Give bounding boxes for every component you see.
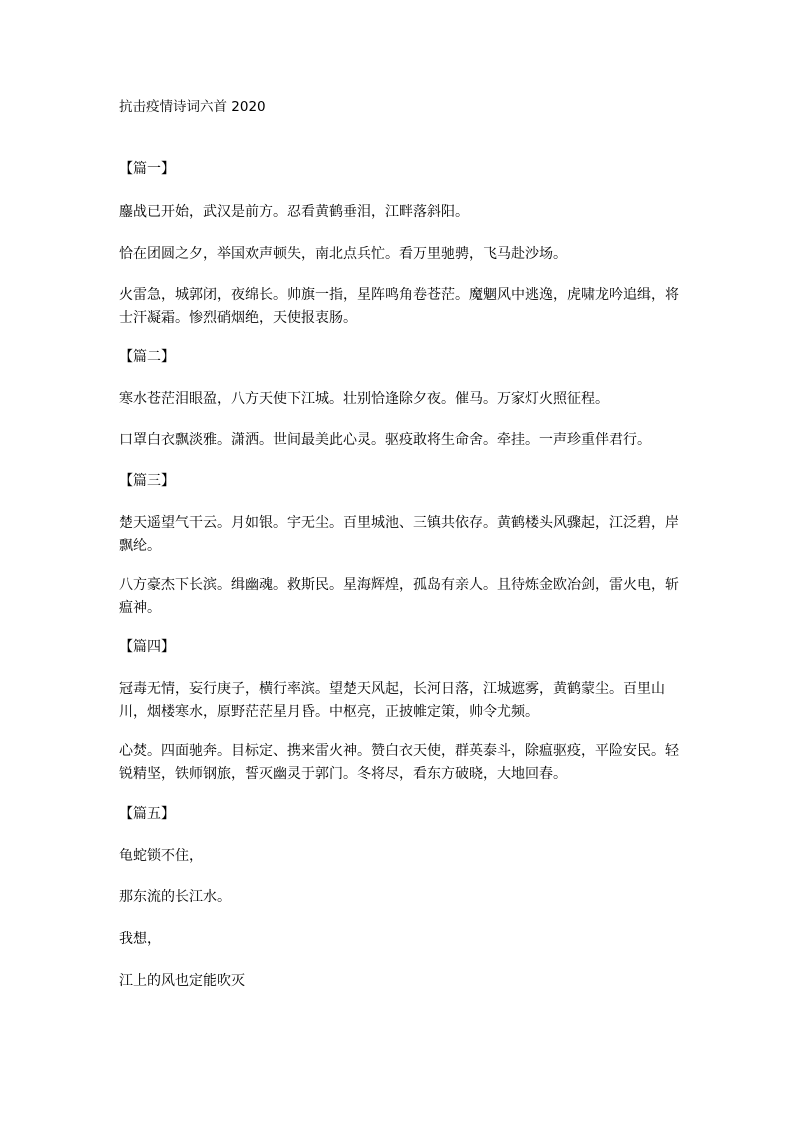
paragraph: 口罩白衣飘淡雅。潇洒。世间最美此心灵。驱疫敢将生命舍。牵挂。一声珍重伴君行。 bbox=[119, 432, 651, 448]
paragraph: 恰在团圆之夕，举国欢声顿失，南北点兵忙。看万里驰骋，飞马赴沙场。 bbox=[119, 246, 567, 262]
paragraph: 鏖战已开始，武汉是前方。忍看黄鹤垂泪，江畔落斜阳。 bbox=[119, 204, 469, 220]
paragraph: 寒水苍茫泪眼盈，八方天使下江城。壮别恰逢除夕夜。催马。万家灯火照征程。 bbox=[119, 391, 609, 407]
paragraph: 冠毒无情，妄行庚子，横行率滨。望楚天风起，长河日落，江城遮雾，黄鹤蒙尘。百里山川，烟楼寒水，原野茫茫星月昏。中枢亮，正披帷定策，帅令尤频。 bbox=[119, 681, 665, 720]
paragraph: 我想， bbox=[119, 931, 161, 947]
section-heading-3: 【篇三】 bbox=[119, 473, 175, 489]
paragraph: 江上的风也定能吹灭 bbox=[119, 973, 245, 989]
section-heading-5: 【篇五】 bbox=[119, 806, 175, 822]
section-heading-4: 【篇四】 bbox=[119, 639, 175, 655]
document-title: 抗击疫情诗词六首 2020 bbox=[119, 99, 266, 115]
paragraph: 龟蛇锁不住， bbox=[119, 848, 203, 864]
section-heading-2: 【篇二】 bbox=[119, 349, 175, 365]
paragraph: 八方豪杰下长滨。缉幽魂。救斯民。星海辉煌，孤岛有亲人。且待炼金欧冶剑，雷火电，斩瘟神。 bbox=[119, 577, 679, 616]
paragraph: 那东流的长江水。 bbox=[119, 889, 231, 905]
paragraph: 楚天遥望气干云。月如银。宇无尘。百里城池、三镇共依存。黄鹤楼头风骤起，江泛碧，岸飘纶。 bbox=[119, 515, 679, 554]
paragraph: 心焚。四面驰奔。目标定、携来雷火神。赞白衣天使，群英泰斗，除瘟驱疫，平险安民。轻锐精坚，铁师钢旅，誓灭幽灵于郭门。冬将尽，看东方破晓，大地回春。 bbox=[119, 743, 679, 782]
section-heading-1: 【篇一】 bbox=[119, 161, 175, 177]
paragraph: 火雷急，城郭闭，夜绵长。帅旗一指，星阵鸣角卷苍茫。魔魍风中逃逸，虎啸龙吟追缉，将士汗凝霜。惨烈硝烟绝，天使报衷肠。 bbox=[119, 287, 679, 326]
